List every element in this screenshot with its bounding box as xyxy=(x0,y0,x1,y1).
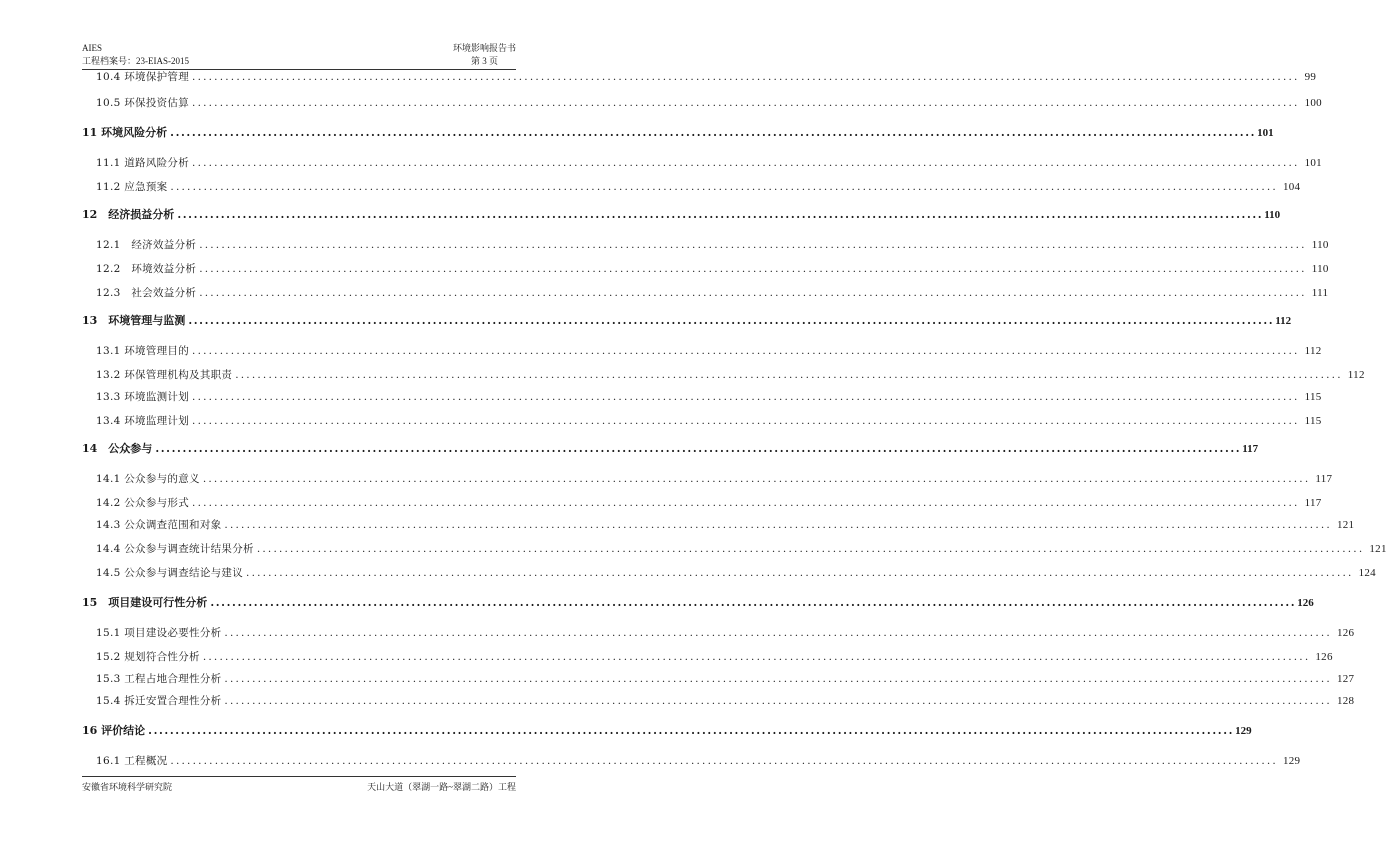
toc-page-number: 121 xyxy=(1336,519,1355,531)
toc-dot-leader: ........................................................................................................................................................................................................ xyxy=(192,157,1300,169)
toc-entry-title: 13.4 环境监理计划 xyxy=(96,415,190,427)
header-left xyxy=(82,42,189,68)
toc-section-entry[interactable] xyxy=(82,412,1322,428)
toc-section-entry[interactable] xyxy=(82,236,1329,252)
toc-section-entry[interactable] xyxy=(82,540,1387,556)
toc-page-number: 117 xyxy=(1304,497,1322,509)
toc-dot-leader: ........................................................................................................................................................................................................ xyxy=(192,415,1300,427)
header-right xyxy=(453,42,516,68)
toc-dot-leader: ........................................................................................................................................................................................................ xyxy=(148,724,1235,737)
toc-section-entry[interactable] xyxy=(82,564,1376,580)
footer-institute: 安徽省环境科学研究院 xyxy=(82,782,173,792)
toc-entry-title: 16 评价结论 xyxy=(82,724,146,737)
toc-entry-title: 14.5 公众参与调查结论与建议 xyxy=(96,567,244,579)
toc-section-entry[interactable] xyxy=(82,284,1329,300)
toc-entry-title: 12.1 经济效益分析 xyxy=(96,239,197,251)
toc-page-number: 99 xyxy=(1304,71,1317,83)
toc-entry-title: 10.4 环境保护管理 xyxy=(96,71,190,83)
toc-entry-title: 14.2 公众参与形式 xyxy=(96,497,190,509)
toc-entry-title: 12.2 环境效益分析 xyxy=(96,263,197,275)
page-footer xyxy=(82,781,516,793)
toc-page-number: 112 xyxy=(1275,315,1292,327)
toc-entry-title: 15.2 规划符合性分析 xyxy=(96,651,200,663)
toc-page-number: 129 xyxy=(1235,725,1252,737)
toc-dot-leader: ........................................................................................................................................................................................................ xyxy=(246,567,1354,579)
toc-section-entry[interactable] xyxy=(82,516,1355,532)
toc-dot-leader: ........................................................................................................................................................................................................ xyxy=(224,519,1332,531)
toc-entry-title: 16.1 工程概况 xyxy=(96,755,168,767)
doc-type: 环境影响报告书 xyxy=(452,43,516,53)
toc-entry-title: 14 公众参与 xyxy=(82,442,153,455)
toc-dot-leader: ........................................................................................................................................................................................................ xyxy=(170,181,1278,193)
toc-dot-leader: ........................................................................................................................................................................................................ xyxy=(199,239,1307,251)
toc-dot-leader: ........................................................................................................................................................................................................ xyxy=(235,369,1343,381)
toc-page-number: 128 xyxy=(1336,695,1355,707)
toc-page-number: 104 xyxy=(1282,181,1301,193)
toc-page-number: 129 xyxy=(1282,755,1301,767)
toc-dot-leader: ........................................................................................................................................................................................................ xyxy=(192,97,1300,109)
toc-dot-leader: ........................................................................................................................................................................................................ xyxy=(224,627,1332,639)
toc-entry-title: 15.4 拆迁安置合理性分析 xyxy=(96,695,222,707)
toc-page-number: 121 xyxy=(1369,543,1387,555)
toc-page-number: 126 xyxy=(1315,651,1333,663)
toc-chapter-entry[interactable] xyxy=(82,312,1292,328)
toc-chapter-entry[interactable] xyxy=(82,440,1259,456)
toc-section-entry[interactable] xyxy=(82,752,1301,768)
toc-page-number: 124 xyxy=(1358,567,1376,579)
toc-section-entry[interactable] xyxy=(82,470,1333,486)
toc-entry-title: 12 经济损益分析 xyxy=(82,208,175,221)
toc-dot-leader: ........................................................................................................................................................................................................ xyxy=(192,345,1300,357)
toc-entry-title: 13.3 环境监测计划 xyxy=(96,391,190,403)
toc-section-entry[interactable] xyxy=(82,388,1322,404)
toc-page-number: 112 xyxy=(1347,369,1365,381)
toc-dot-leader: ........................................................................................................................................................................................................ xyxy=(202,651,1311,663)
toc-dot-leader: ........................................................................................................................................................................................................ xyxy=(256,543,1365,555)
toc-dot-leader: ........................................................................................................................................................................................................ xyxy=(224,673,1332,685)
toc-section-entry[interactable] xyxy=(82,648,1333,664)
toc-entry-title: 12.3 社会效益分析 xyxy=(96,287,197,299)
toc-page-number: 100 xyxy=(1304,97,1322,109)
toc-section-entry[interactable] xyxy=(82,670,1355,686)
toc-dot-leader: ........................................................................................................................................................................................................ xyxy=(192,497,1300,509)
toc-entry-title: 14.4 公众参与调查统计结果分析 xyxy=(96,543,254,555)
toc-section-entry[interactable] xyxy=(82,94,1322,110)
toc-entry-title: 15.1 项目建设必要性分析 xyxy=(96,627,222,639)
toc-section-entry[interactable] xyxy=(82,178,1301,194)
toc-entry-title: 13.2 环保管理机构及其职责 xyxy=(96,369,233,381)
toc-page-number: 117 xyxy=(1242,443,1259,455)
toc-page-number: 110 xyxy=(1311,263,1329,275)
toc-dot-leader: ........................................................................................................................................................................................................ xyxy=(224,695,1332,707)
toc-dot-leader: ........................................................................................................................................................................................................ xyxy=(199,287,1307,299)
org-abbrev: AIES xyxy=(82,43,102,53)
toc-entry-title: 14.3 公众调查范围和对象 xyxy=(96,519,222,531)
toc-page-number: 115 xyxy=(1304,415,1322,427)
toc-entry-title: 15.3 工程占地合理性分析 xyxy=(96,673,222,685)
toc-dot-leader: ........................................................................................................................................................................................................ xyxy=(192,71,1300,83)
toc-entry-title: 13.1 环境管理目的 xyxy=(96,345,190,357)
toc-page-number: 115 xyxy=(1304,391,1322,403)
toc-dot-leader: ........................................................................................................................................................................................................ xyxy=(202,473,1311,485)
toc-page-number: 117 xyxy=(1315,473,1333,485)
footer-divider xyxy=(82,776,516,777)
toc-entry-title: 13 环境管理与监测 xyxy=(82,314,186,327)
toc-section-entry[interactable] xyxy=(82,154,1322,170)
toc-dot-leader: ........................................................................................................................................................................................................ xyxy=(210,596,1297,609)
toc-page-number: 112 xyxy=(1304,345,1322,357)
toc-page-number: 110 xyxy=(1264,209,1281,221)
toc-dot-leader: ........................................................................................................................................................................................................ xyxy=(188,314,1275,327)
toc-dot-leader: ........................................................................................................................................................................................................ xyxy=(192,391,1300,403)
toc-dot-leader: ........................................................................................................................................................................................................ xyxy=(170,126,1257,139)
toc-dot-leader: ........................................................................................................................................................................................................ xyxy=(155,442,1242,455)
toc-chapter-entry[interactable] xyxy=(82,722,1252,738)
toc-section-entry[interactable] xyxy=(82,68,1317,84)
toc-entry-title: 11 环境风险分析 xyxy=(82,126,168,139)
toc-chapter-entry[interactable] xyxy=(82,594,1314,610)
toc-section-entry[interactable] xyxy=(82,624,1355,640)
toc-entry-title: 11.1 道路风险分析 xyxy=(96,157,190,169)
toc-entry-title: 11.2 应急预案 xyxy=(96,181,168,193)
toc-page-number: 101 xyxy=(1257,127,1274,139)
footer-project: 天山大道（翠湖一路~翠湖二路）工程 xyxy=(367,782,516,792)
toc-page-number: 110 xyxy=(1311,239,1329,251)
toc-section-entry[interactable] xyxy=(82,692,1355,708)
toc-page-number: 126 xyxy=(1336,627,1355,639)
toc-section-entry[interactable] xyxy=(82,494,1322,510)
toc-dot-leader: ........................................................................................................................................................................................................ xyxy=(177,208,1264,221)
toc-page-number: 101 xyxy=(1304,157,1322,169)
toc-page-number: 127 xyxy=(1336,673,1355,685)
toc-dot-leader: ........................................................................................................................................................................................................ xyxy=(199,263,1307,275)
page-header xyxy=(82,42,516,68)
toc-section-entry[interactable] xyxy=(82,342,1322,358)
file-number: 工程档案号：23-EIAS-2015 xyxy=(82,56,189,66)
toc-section-entry[interactable] xyxy=(82,260,1329,276)
toc-chapter-entry[interactable] xyxy=(82,206,1281,222)
toc-page-number: 111 xyxy=(1311,287,1329,299)
toc-chapter-entry[interactable] xyxy=(82,124,1274,140)
toc-entry-title: 10.5 环保投资估算 xyxy=(96,97,190,109)
toc-entry-title: 15 项目建设可行性分析 xyxy=(82,596,208,609)
toc-dot-leader: ........................................................................................................................................................................................................ xyxy=(170,755,1278,767)
toc-entry-title: 14.1 公众参与的意义 xyxy=(96,473,200,485)
toc-page-number: 126 xyxy=(1297,597,1314,609)
page-number-label: 第 3 页 xyxy=(470,56,498,66)
toc-section-entry[interactable] xyxy=(82,366,1365,382)
